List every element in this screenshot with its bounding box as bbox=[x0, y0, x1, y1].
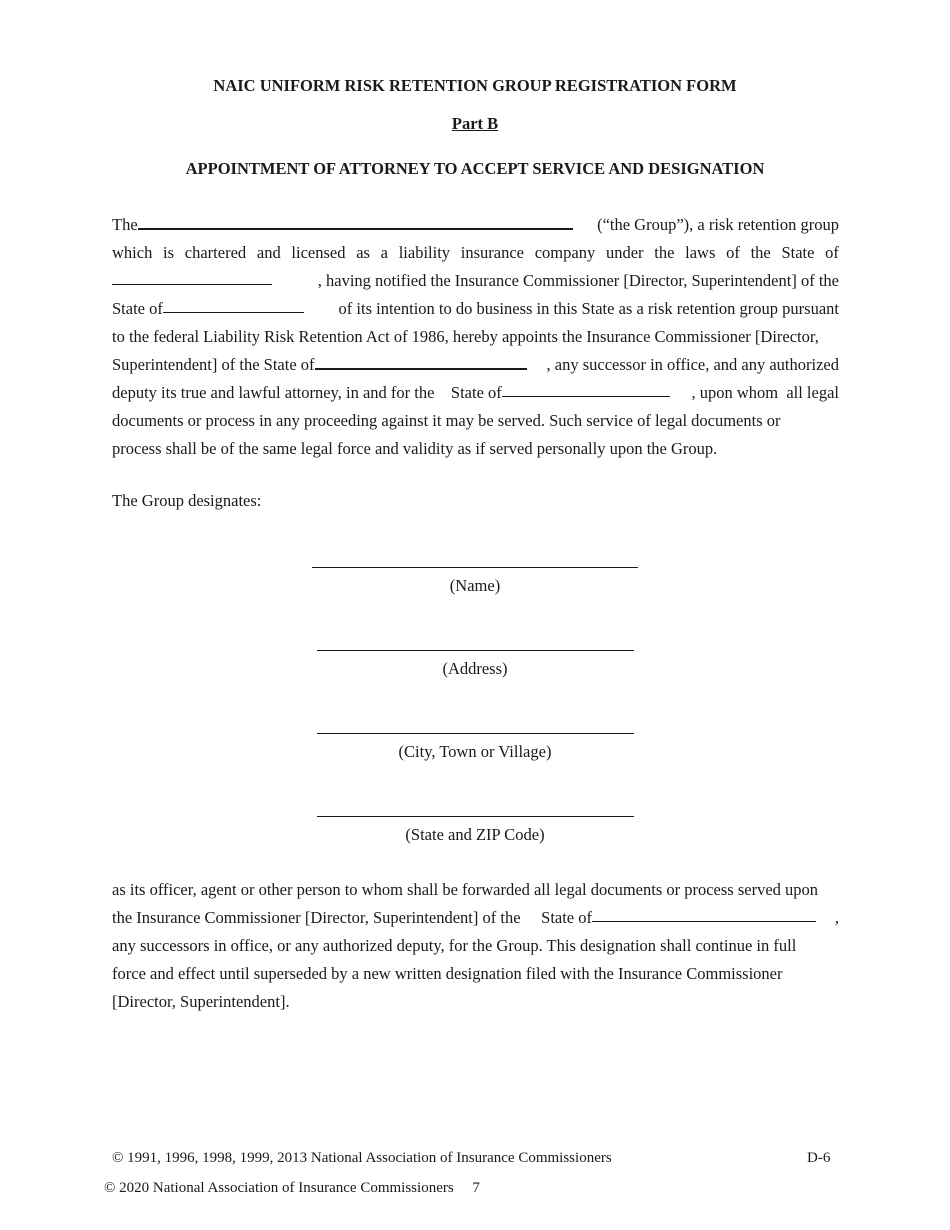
notified-state-blank[interactable] bbox=[163, 295, 304, 313]
form-title: NAIC UNIFORM RISK RETENTION GROUP REGISTRATION FORM bbox=[213, 76, 737, 95]
paragraph-word: licensed bbox=[291, 243, 346, 262]
paragraph-word: is bbox=[163, 243, 175, 262]
group-name-blank[interactable] bbox=[138, 211, 573, 230]
paragraph-word: a bbox=[380, 243, 388, 262]
part-heading: Part B bbox=[451, 114, 499, 133]
paragraph-word: insurance bbox=[460, 243, 525, 262]
designation-paragraph bbox=[112, 876, 839, 1016]
city-field-label: (City, Town or Village) bbox=[398, 742, 552, 761]
paragraph-line: , having notified the Insurance Commissioner [Director, Superintendent] of the bbox=[112, 267, 839, 295]
paragraph-line: The (“the Group”), a risk retention group bbox=[112, 211, 839, 239]
paragraph-word: State bbox=[781, 243, 815, 262]
paragraph-line: [Director, Superintendent]. bbox=[112, 992, 290, 1011]
paragraph-line: to the federal Liability Risk Retention Act of 1986, hereby appoints the Insurance Commissioner [Director, bbox=[112, 327, 819, 346]
appointing-state-blank[interactable] bbox=[315, 351, 527, 370]
section-heading: APPOINTMENT OF ATTORNEY TO ACCEPT SERVICE AND DESIGNATION bbox=[185, 159, 765, 178]
paragraph-line: any successors in office, or any authorized deputy, for the Group. This designation shall continue in full bbox=[112, 936, 797, 955]
paragraph-word: laws bbox=[685, 243, 716, 262]
paragraph-word: of bbox=[726, 243, 740, 262]
state-zip-field-line[interactable] bbox=[317, 816, 634, 817]
footer-copyright: © 1991, 1996, 1998, 1999, 2013 National Association of Insurance Commissioners bbox=[112, 1150, 612, 1166]
paragraph-line: deputy its true and lawful attorney, in and for the State of , upon whom all legal bbox=[112, 379, 839, 407]
paragraph-word: which bbox=[112, 243, 153, 262]
paragraph-line: the Insurance Commissioner [Director, Superintendent] of the State of , bbox=[112, 904, 839, 932]
paragraph-word: the bbox=[654, 243, 675, 262]
charter-state-blank[interactable] bbox=[112, 267, 272, 285]
state-zip-field-label: (State and ZIP Code) bbox=[405, 825, 545, 844]
footer-page-code: D-6 bbox=[807, 1150, 831, 1166]
paragraph-word: as bbox=[356, 243, 370, 262]
paragraph-line: as its officer, agent or other person to whom shall be forwarded all legal documents or process served upon bbox=[112, 880, 819, 899]
paragraph-line: process shall be of the same legal force and validity as if served personally upon the Group. bbox=[112, 439, 718, 458]
designates-label: The Group designates: bbox=[112, 491, 262, 510]
forwarding-state-blank[interactable] bbox=[592, 904, 816, 922]
paragraph-word: liability bbox=[398, 243, 451, 262]
attorney-state-blank[interactable] bbox=[502, 379, 670, 397]
appointment-paragraph bbox=[112, 211, 839, 463]
paragraph-word: the bbox=[750, 243, 771, 262]
paragraph-line: State of of its intention to do business in this State as a risk retention group pursuant bbox=[112, 295, 839, 323]
paragraph-word: under bbox=[605, 243, 644, 262]
name-field-line[interactable] bbox=[312, 567, 638, 568]
paragraph-word: of bbox=[825, 243, 839, 262]
footer-copyright-2020: © 2020 National Association of Insurance Commissioners 7 bbox=[104, 1180, 480, 1196]
paragraph-word: company bbox=[534, 243, 596, 262]
name-field-label: (Name) bbox=[449, 576, 501, 595]
paragraph-line: Superintendent] of the State of , any successor in office, and any authorized bbox=[112, 351, 839, 379]
paragraph-line bbox=[112, 239, 839, 267]
paragraph-word: and bbox=[256, 243, 281, 262]
paragraph-line: force and effect until superseded by a new written designation filed with the Insurance Commissioner bbox=[112, 964, 783, 983]
city-field-line[interactable] bbox=[317, 733, 634, 734]
paragraph-word: chartered bbox=[184, 243, 247, 262]
paragraph-line: documents or process in any proceeding against it may be served. Such service of legal documents or bbox=[112, 411, 781, 430]
address-field-line[interactable] bbox=[317, 650, 634, 651]
address-field-label: (Address) bbox=[442, 659, 508, 678]
